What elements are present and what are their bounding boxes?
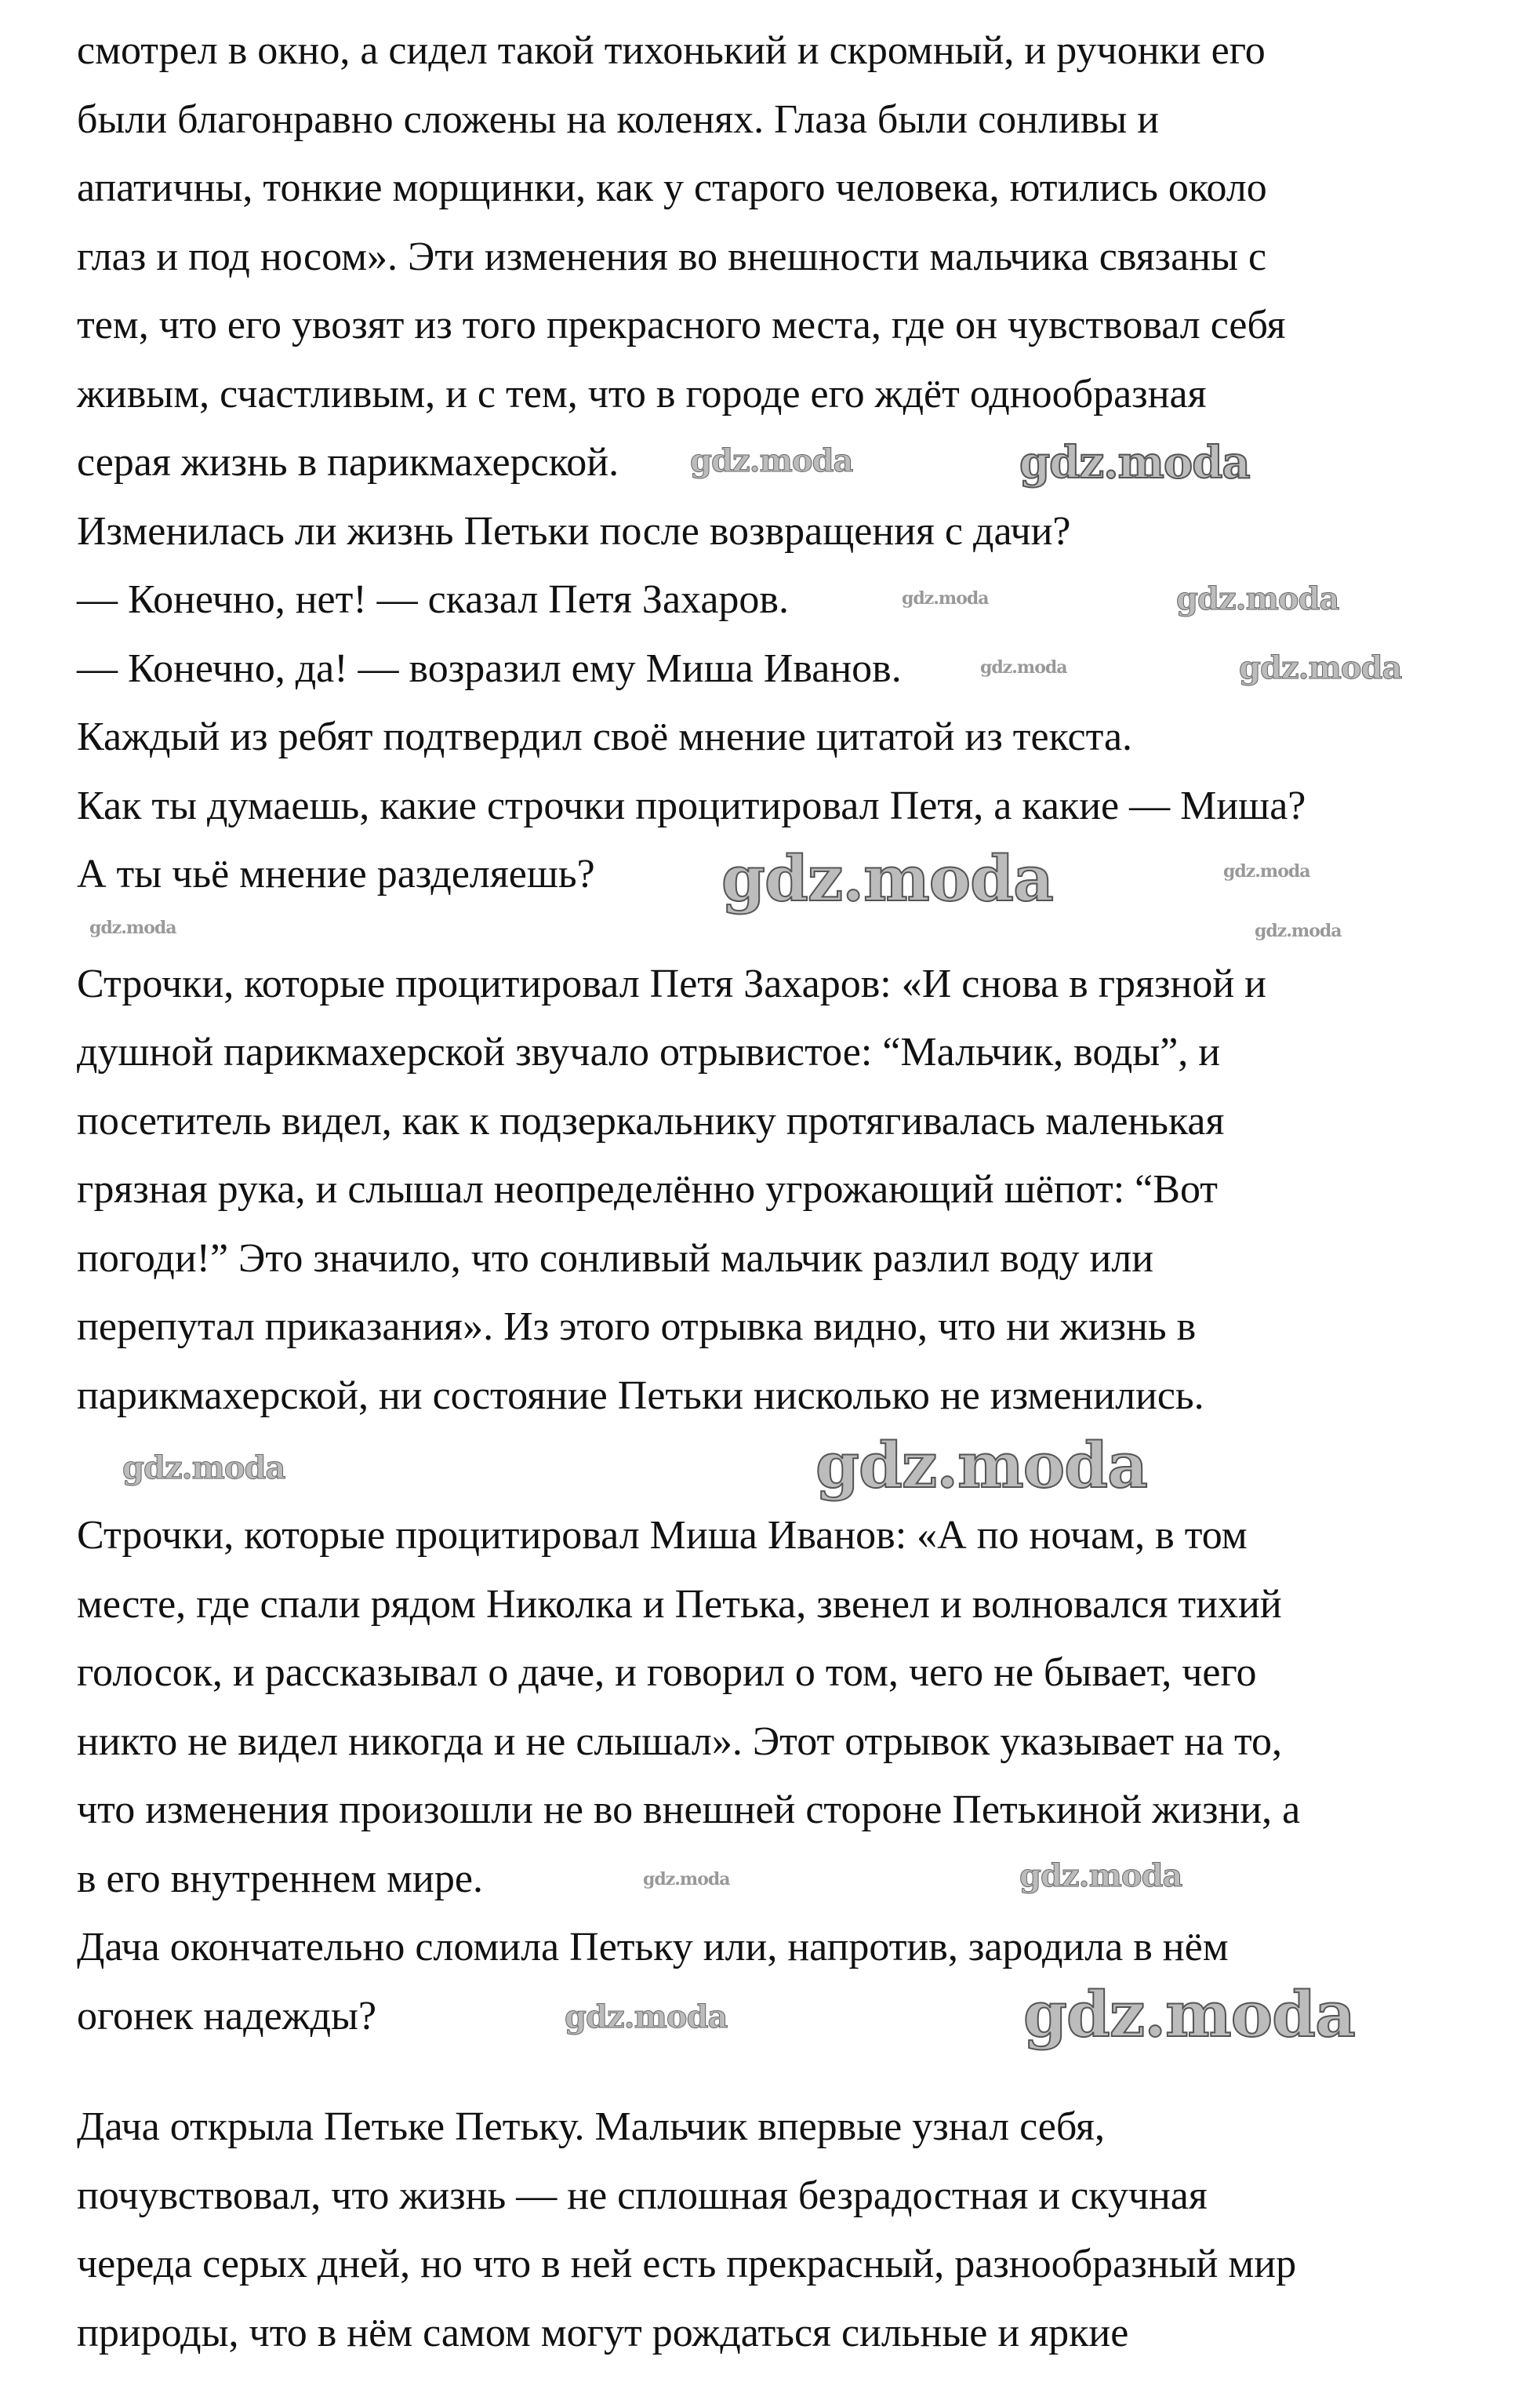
text-line: посетитель видел, как к подзеркальнику протягивалась маленькая xyxy=(77,1098,1225,1144)
text-line: душной парикмахерской звучало отрывистое: “Мальчик, воды”, и xyxy=(77,1030,1221,1075)
text-line: Дача открыла Петьке Петьку. Мальчик впервые узнал себя, xyxy=(77,2104,1105,2149)
text-block xyxy=(77,1501,1504,2050)
text-line: перепутал приказания». Из этого отрывка видно, что ни жизнь в xyxy=(77,1304,1197,1349)
text-block xyxy=(77,16,1504,915)
watermark: gdz.moda xyxy=(1239,649,1402,686)
text-line: смотрел в окно, а сидел такой тихонький и скромный, и ручонки его xyxy=(77,28,1266,73)
text-line: — Конечно, да! — возразил ему Миша Иванов. xyxy=(77,646,902,691)
text-line: А ты чьё мнение разделяешь? xyxy=(77,852,595,896)
text-line: живым, счастливым, и с тем, что в городе его ждёт однообразная xyxy=(77,371,1207,416)
watermark: gdz.moda xyxy=(643,1869,730,1889)
watermark: gdz.moda xyxy=(980,657,1067,678)
document-text xyxy=(77,16,1504,2367)
watermark: gdz.moda xyxy=(1176,580,1339,617)
watermark: gdz.moda xyxy=(122,1449,285,1486)
text-line: Дача окончательно сломила Петьку или, напротив, зародила в нём xyxy=(77,1925,1229,1969)
watermark: gdz.moda xyxy=(902,588,989,609)
text-line: парикмахерской, ни состояние Петьки нисколько не изменились. xyxy=(77,1373,1204,1418)
text-line: что изменения произошли не во внешней стороне Петькиной жизни, а xyxy=(77,1788,1301,1832)
text-line: Строчки, которые процитировал Миша Иванов: «А по ночам, в том xyxy=(77,1513,1248,1558)
text-line: голосок, и рассказывал о даче, и говорил о том, чего не бывает, чего xyxy=(77,1650,1257,1695)
text-block xyxy=(77,2093,1504,2367)
watermark: gdz.moda xyxy=(815,1428,1147,1502)
watermark: gdz.moda xyxy=(1019,1857,1182,1894)
text-block xyxy=(77,950,1504,1431)
watermark: gdz.moda xyxy=(1223,861,1310,882)
text-line: природы, что в нём самом могут рождаться сильные и яркие xyxy=(77,2310,1129,2355)
text-line: огонек надежды? xyxy=(77,1993,377,2038)
text-line: Изменилась ли жизнь Петьки после возвращения с дачи? xyxy=(77,508,1071,554)
text-line: погоди!” Это значило, что сонливый мальчик разлил воду или xyxy=(77,1235,1154,1281)
text-line: в его внутреннем мире. xyxy=(77,1856,483,1901)
text-line: череда серых дней, но что в ней есть прекрасный, разнообразный мир xyxy=(77,2242,1297,2286)
watermark: gdz.moda xyxy=(89,918,176,938)
text-line: никто не видел никогда и не слышал». Этот отрывок указывает на то, xyxy=(77,1718,1283,1764)
text-line: Как ты думаешь, какие строчки процитировал Петя, а какие — Миша? xyxy=(77,783,1306,828)
watermark: gdz.moda xyxy=(721,842,1053,915)
watermark: gdz.moda xyxy=(690,442,853,479)
text-line: глаз и под носом». Эти изменения во внешности мальчика связаны с xyxy=(77,234,1267,279)
text-line: тем, что его увозят из того прекрасного места, где он чувствовал себя xyxy=(77,303,1286,347)
watermark: gdz.moda xyxy=(565,1998,728,2035)
text-line: Строчки, которые процитировал Петя Захаров: «И снова в грязной и xyxy=(77,961,1266,1006)
text-line: почувствовал, что жизнь — не сплошная безрадостная и скучная xyxy=(77,2173,1208,2218)
text-line: серая жизнь в парикмахерской. xyxy=(77,440,619,485)
text-line: — Конечно, нет! — сказал Петя Захаров. xyxy=(77,577,789,622)
text-line: месте, где спали рядом Николка и Петька, звенел и волновался тихий xyxy=(77,1581,1282,1627)
text-line: грязная рука, и слышал неопределённо угрожающий шёпот: “Вот xyxy=(77,1167,1218,1212)
watermark: gdz.moda xyxy=(1023,1977,1355,2051)
text-line: апатичны, тонкие морщинки, как у старого человека, ютились около xyxy=(77,165,1267,210)
watermark: gdz.moda xyxy=(1255,921,1342,941)
text-line: были благонравно сложены на коленях. Глаза были сонливы и xyxy=(77,96,1160,142)
watermark: gdz.moda xyxy=(1019,437,1250,489)
text-line: Каждый из ребят подтвердил своё мнение цитатой из текста. xyxy=(77,715,1133,759)
